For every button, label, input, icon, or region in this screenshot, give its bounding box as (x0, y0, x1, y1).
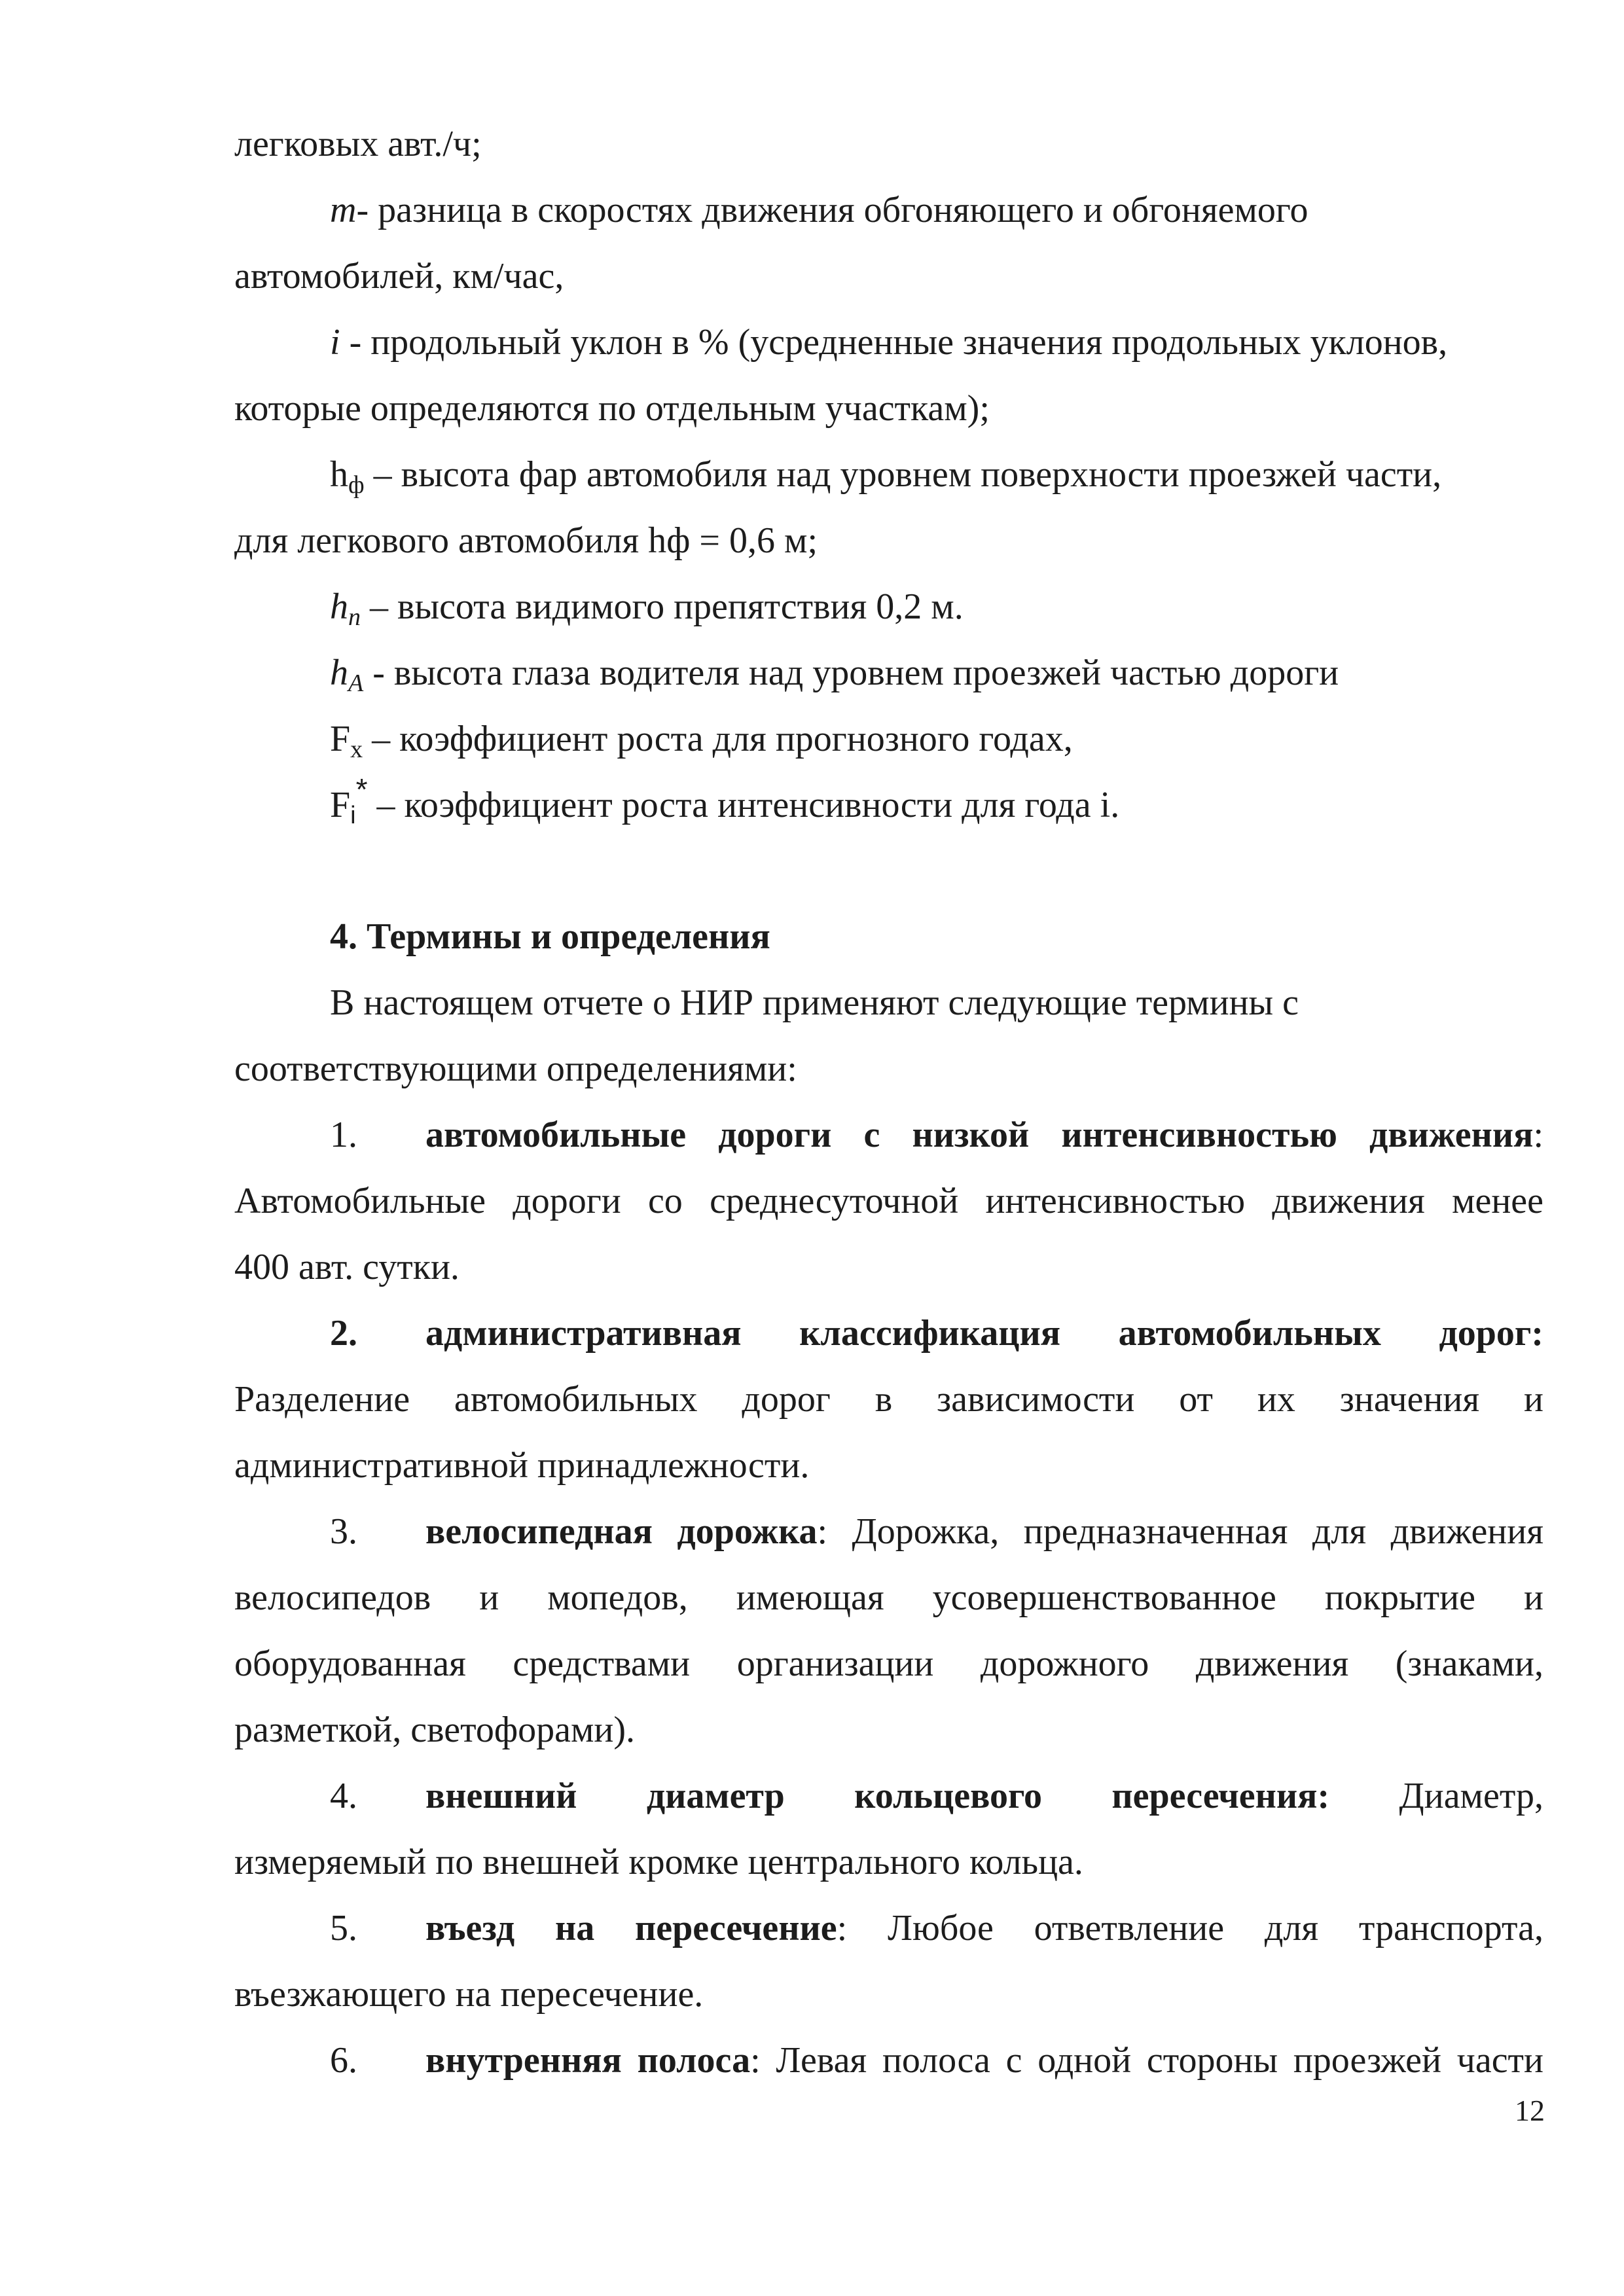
definition-i (234, 310, 1543, 376)
definition-m (234, 177, 1543, 243)
subscript: ф (348, 471, 365, 499)
text-line (234, 243, 1543, 310)
text-span: – коэффициент роста для прогнозного годах, (363, 719, 1073, 759)
text-span: Левая полоса с одной стороны проезжей части (760, 2040, 1543, 2081)
text-span: легковых авт./ч; (234, 124, 482, 164)
symbol: h (330, 586, 348, 627)
text-span: оборудованная средствами организации дорожного движения (знаками, (234, 1643, 1543, 1684)
term-item (234, 1895, 1543, 1962)
section-intro (234, 970, 1543, 1036)
term-definition-line (234, 1565, 1543, 1631)
term-item (234, 1499, 1543, 1565)
term-title: внешний диаметр кольцевого пересечения: (425, 1776, 1330, 1816)
term-definition-line (234, 1697, 1543, 1763)
definition-hf (234, 442, 1543, 508)
text-span: въезжающего на пересечение. (234, 1974, 704, 2015)
symbol: h (330, 454, 348, 495)
term-number: 1. (330, 1115, 357, 1155)
text-line (234, 376, 1543, 442)
text-span: Диаметр, (1329, 1776, 1543, 1816)
text-line (234, 1036, 1543, 1102)
text-span: Автомобильные дороги со среднесуточной интенсивностью движения менее (234, 1181, 1543, 1221)
term-item (234, 1763, 1543, 1829)
term-title: автомобильные дороги с низкой интенсивностью движения (425, 1115, 1534, 1155)
text-span: велосипедов и мопедов, имеющая усовершенствованное покрытие и (234, 1577, 1543, 1618)
text-span: автомобилей, км/час, (234, 256, 564, 296)
text-span: Разделение автомобильных дорог в зависимости от их значения и (234, 1379, 1543, 1420)
term-title: внутренняя полоса (425, 2040, 751, 2081)
page-content (234, 111, 1543, 2094)
term-separator: : (837, 1908, 848, 1948)
term-number: 2. (330, 1313, 357, 1354)
section-heading (234, 904, 1543, 970)
text-span: для легкового автомобиля hф = 0,6 м; (234, 520, 818, 561)
text-line (234, 111, 1543, 177)
subscript: A (348, 670, 364, 697)
term-first-line (425, 1763, 1543, 1829)
superscript: * (355, 772, 368, 806)
text-span: измеряемый по внешней кромке центрального кольца. (234, 1842, 1083, 1882)
term-item (234, 1300, 1543, 1367)
text-span: которые определяются по отдельным участкам); (234, 388, 990, 429)
text-span: – высота фар автомобиля над уровнем поверхности проезжей части, (364, 454, 1442, 495)
term-definition-line (234, 1168, 1543, 1234)
text-span: разметкой, светофорами). (234, 1710, 636, 1750)
text-span: административной принадлежности. (234, 1445, 810, 1486)
term-number: 4. (330, 1776, 357, 1816)
term-first-line (425, 1499, 1543, 1565)
text-span: - разница в скоростях движения обгоняющего и обгоняемого (356, 190, 1308, 230)
term-definition-line (234, 1631, 1543, 1697)
text-span: Любое ответвление для транспорта, (847, 1908, 1543, 1948)
term-definition-line (234, 1433, 1543, 1499)
symbol: F (330, 719, 351, 759)
text-span: - продольный уклон в % (усредненные значения продольных уклонов, (340, 322, 1448, 363)
term-item (234, 2028, 1543, 2094)
heading-text: 4. Термины и определения (330, 916, 770, 957)
symbol: m (330, 190, 357, 230)
term-separator: : (817, 1511, 828, 1552)
term-definition-line (234, 1367, 1543, 1433)
term-definition-line (234, 1829, 1543, 1895)
definition-ha (234, 640, 1543, 706)
term-first-line (425, 1895, 1543, 1962)
term-title: административная классификация автомобильных дорог: (425, 1313, 1543, 1354)
term-number: 3. (330, 1511, 357, 1552)
text-span: Дорожка, предназначенная для движения (827, 1511, 1543, 1552)
subscript: i (350, 802, 356, 829)
term-title: въезд на пересечение (425, 1908, 837, 1948)
text-span: 400 авт. сутки. (234, 1247, 460, 1287)
term-first-line (425, 2028, 1543, 2094)
definition-fx (234, 706, 1543, 772)
symbol: h (330, 653, 348, 693)
term-separator: : (1533, 1115, 1543, 1155)
term-definition-line (234, 1962, 1543, 2028)
page-number: 12 (1515, 2094, 1545, 2127)
symbol: i (330, 322, 340, 363)
term-item (234, 1102, 1543, 1168)
symbol: F (330, 785, 351, 825)
subscript: x (350, 736, 363, 763)
term-title: велосипедная дорожка (425, 1511, 818, 1552)
text-span: - высота глаза водителя над уровнем проезжей частью дороги (363, 653, 1339, 693)
term-number: 6. (330, 2040, 357, 2081)
term-separator: : (750, 2040, 761, 2081)
text-line (234, 508, 1543, 574)
section-spacer (234, 838, 1543, 904)
definition-hn (234, 574, 1543, 640)
text-span: – высота видимого препятствия 0,2 м. (361, 586, 964, 627)
text-span: соответствующими определениями: (234, 1049, 797, 1089)
term-number: 5. (330, 1908, 357, 1948)
term-first-line (425, 1300, 1543, 1367)
term-first-line (425, 1102, 1543, 1168)
term-definition-line (234, 1234, 1543, 1300)
text-span: В настоящем отчете о НИР применяют следующие термины с (330, 982, 1299, 1023)
definition-fi (234, 772, 1543, 838)
subscript: n (348, 603, 361, 631)
text-span: – коэффициент роста интенсивности для года i. (367, 785, 1120, 825)
